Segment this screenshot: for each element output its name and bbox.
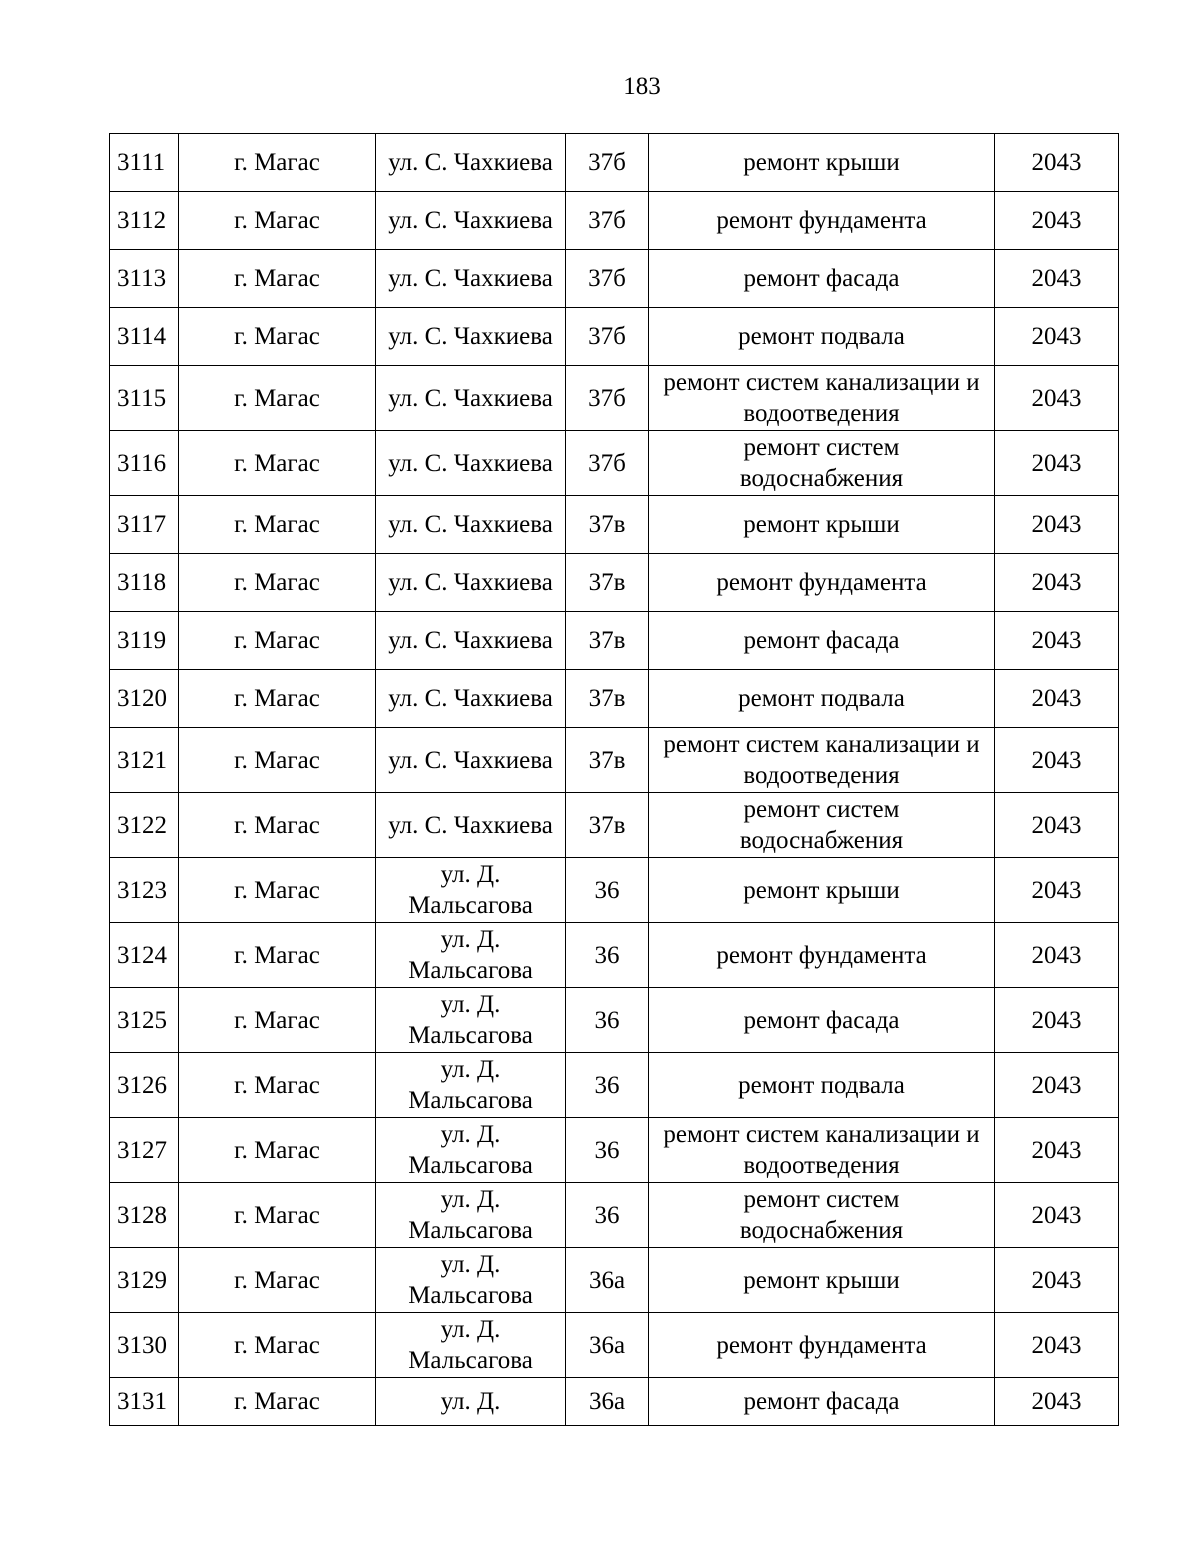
row-number: 3125 <box>110 988 179 1053</box>
house-cell: 36а <box>566 1248 649 1313</box>
house-cell: 37в <box>566 728 649 793</box>
street-cell: ул. Д. Мальсагова <box>376 1118 566 1183</box>
year-cell: 2043 <box>995 612 1119 670</box>
row-number: 3119 <box>110 612 179 670</box>
city-cell: г. Магас <box>179 923 376 988</box>
table-row <box>110 192 1119 250</box>
city-cell: г. Магас <box>179 612 376 670</box>
year-cell: 2043 <box>995 1118 1119 1183</box>
street-cell: ул. Д. Мальсагова <box>376 858 566 923</box>
street-cell: ул. С. Чахкиева <box>376 728 566 793</box>
city-cell: г. Магас <box>179 988 376 1053</box>
row-number: 3116 <box>110 431 179 496</box>
city-cell: г. Магас <box>179 431 376 496</box>
year-cell: 2043 <box>995 923 1119 988</box>
table-row <box>110 431 1119 496</box>
table-row <box>110 1378 1119 1426</box>
house-cell: 36 <box>566 923 649 988</box>
year-cell: 2043 <box>995 728 1119 793</box>
table-row <box>110 366 1119 431</box>
house-cell: 37в <box>566 612 649 670</box>
work-type-cell: ремонт подвала <box>649 1053 995 1118</box>
street-cell: ул. С. Чахкиева <box>376 496 566 554</box>
house-cell: 36 <box>566 1183 649 1248</box>
work-type-cell: ремонт фундамента <box>649 923 995 988</box>
city-cell: г. Магас <box>179 728 376 793</box>
street-cell: ул. Д. Мальсагова <box>376 988 566 1053</box>
year-cell: 2043 <box>995 1313 1119 1378</box>
row-number: 3118 <box>110 554 179 612</box>
work-type-cell: ремонт систем водоснабжения <box>649 1183 995 1248</box>
city-cell: г. Магас <box>179 496 376 554</box>
city-cell: г. Магас <box>179 1118 376 1183</box>
row-number: 3129 <box>110 1248 179 1313</box>
city-cell: г. Магас <box>179 250 376 308</box>
year-cell: 2043 <box>995 670 1119 728</box>
street-cell: ул. С. Чахкиева <box>376 134 566 192</box>
year-cell: 2043 <box>995 250 1119 308</box>
year-cell: 2043 <box>995 1248 1119 1313</box>
repair-schedule-table <box>109 133 1119 1426</box>
house-cell: 36 <box>566 988 649 1053</box>
street-cell: ул. Д. Мальсагова <box>376 923 566 988</box>
house-cell: 37в <box>566 554 649 612</box>
year-cell: 2043 <box>995 134 1119 192</box>
year-cell: 2043 <box>995 1378 1119 1426</box>
year-cell: 2043 <box>995 308 1119 366</box>
house-cell: 37б <box>566 431 649 496</box>
year-cell: 2043 <box>995 554 1119 612</box>
row-number: 3120 <box>110 670 179 728</box>
street-cell: ул. С. Чахкиева <box>376 554 566 612</box>
table-row <box>110 728 1119 793</box>
year-cell: 2043 <box>995 858 1119 923</box>
table-row <box>110 1053 1119 1118</box>
row-number: 3112 <box>110 192 179 250</box>
work-type-cell: ремонт крыши <box>649 1248 995 1313</box>
street-cell: ул. Д. Мальсагова <box>376 1313 566 1378</box>
table-row <box>110 554 1119 612</box>
city-cell: г. Магас <box>179 1183 376 1248</box>
city-cell: г. Магас <box>179 1053 376 1118</box>
work-type-cell: ремонт фундамента <box>649 1313 995 1378</box>
city-cell: г. Магас <box>179 192 376 250</box>
street-cell: ул. Д. Мальсагова <box>376 1183 566 1248</box>
city-cell: г. Магас <box>179 1313 376 1378</box>
street-cell: ул. С. Чахкиева <box>376 366 566 431</box>
city-cell: г. Магас <box>179 1378 376 1426</box>
table-row <box>110 1183 1119 1248</box>
table-row <box>110 250 1119 308</box>
row-number: 3130 <box>110 1313 179 1378</box>
table-row <box>110 793 1119 858</box>
year-cell: 2043 <box>995 793 1119 858</box>
city-cell: г. Магас <box>179 858 376 923</box>
table-row <box>110 1248 1119 1313</box>
street-cell: ул. Д. Мальсагова <box>376 1248 566 1313</box>
work-type-cell: ремонт фасада <box>649 250 995 308</box>
house-cell: 37в <box>566 670 649 728</box>
work-type-cell: ремонт фундамента <box>649 554 995 612</box>
row-number: 3124 <box>110 923 179 988</box>
table-row <box>110 308 1119 366</box>
work-type-cell: ремонт систем водоснабжения <box>649 431 995 496</box>
house-cell: 37в <box>566 496 649 554</box>
page-number: 183 <box>623 73 661 100</box>
row-number: 3111 <box>110 134 179 192</box>
street-cell: ул. С. Чахкиева <box>376 192 566 250</box>
row-number: 3114 <box>110 308 179 366</box>
street-cell: ул. С. Чахкиева <box>376 250 566 308</box>
table-row <box>110 496 1119 554</box>
table-row <box>110 612 1119 670</box>
year-cell: 2043 <box>995 192 1119 250</box>
street-cell: ул. С. Чахкиева <box>376 612 566 670</box>
city-cell: г. Магас <box>179 554 376 612</box>
house-cell: 36а <box>566 1313 649 1378</box>
work-type-cell: ремонт крыши <box>649 496 995 554</box>
house-cell: 36 <box>566 1053 649 1118</box>
house-cell: 37б <box>566 134 649 192</box>
year-cell: 2043 <box>995 366 1119 431</box>
row-number: 3117 <box>110 496 179 554</box>
year-cell: 2043 <box>995 1053 1119 1118</box>
street-cell: ул. С. Чахкиева <box>376 670 566 728</box>
house-cell: 36 <box>566 1118 649 1183</box>
row-number: 3122 <box>110 793 179 858</box>
row-number: 3121 <box>110 728 179 793</box>
year-cell: 2043 <box>995 431 1119 496</box>
work-type-cell: ремонт фасада <box>649 988 995 1053</box>
table-row <box>110 988 1119 1053</box>
city-cell: г. Магас <box>179 134 376 192</box>
work-type-cell: ремонт подвала <box>649 670 995 728</box>
table-row <box>110 858 1119 923</box>
row-number: 3113 <box>110 250 179 308</box>
work-type-cell: ремонт систем канализации и водоотведения <box>649 366 995 431</box>
street-cell: ул. С. Чахкиева <box>376 431 566 496</box>
city-cell: г. Магас <box>179 670 376 728</box>
row-number: 3128 <box>110 1183 179 1248</box>
city-cell: г. Магас <box>179 308 376 366</box>
table-row <box>110 670 1119 728</box>
city-cell: г. Магас <box>179 366 376 431</box>
house-cell: 37б <box>566 366 649 431</box>
house-cell: 37б <box>566 250 649 308</box>
street-cell: ул. С. Чахкиева <box>376 793 566 858</box>
house-cell: 37б <box>566 308 649 366</box>
row-number: 3115 <box>110 366 179 431</box>
city-cell: г. Магас <box>179 793 376 858</box>
row-number: 3126 <box>110 1053 179 1118</box>
street-cell: ул. С. Чахкиева <box>376 308 566 366</box>
table-row <box>110 134 1119 192</box>
work-type-cell: ремонт систем канализации и водоотведения <box>649 728 995 793</box>
table-row <box>110 923 1119 988</box>
work-type-cell: ремонт крыши <box>649 858 995 923</box>
work-type-cell: ремонт крыши <box>649 134 995 192</box>
work-type-cell: ремонт систем канализации и водоотведения <box>649 1118 995 1183</box>
work-type-cell: ремонт систем водоснабжения <box>649 793 995 858</box>
year-cell: 2043 <box>995 988 1119 1053</box>
street-cell: ул. Д. <box>376 1378 566 1426</box>
year-cell: 2043 <box>995 496 1119 554</box>
work-type-cell: ремонт фасада <box>649 1378 995 1426</box>
row-number: 3131 <box>110 1378 179 1426</box>
row-number: 3127 <box>110 1118 179 1183</box>
row-number: 3123 <box>110 858 179 923</box>
house-cell: 36 <box>566 858 649 923</box>
table-row <box>110 1118 1119 1183</box>
city-cell: г. Магас <box>179 1248 376 1313</box>
house-cell: 37б <box>566 192 649 250</box>
work-type-cell: ремонт фасада <box>649 612 995 670</box>
work-type-cell: ремонт подвала <box>649 308 995 366</box>
table-row <box>110 1313 1119 1378</box>
house-cell: 37в <box>566 793 649 858</box>
house-cell: 36а <box>566 1378 649 1426</box>
year-cell: 2043 <box>995 1183 1119 1248</box>
work-type-cell: ремонт фундамента <box>649 192 995 250</box>
street-cell: ул. Д. Мальсагова <box>376 1053 566 1118</box>
